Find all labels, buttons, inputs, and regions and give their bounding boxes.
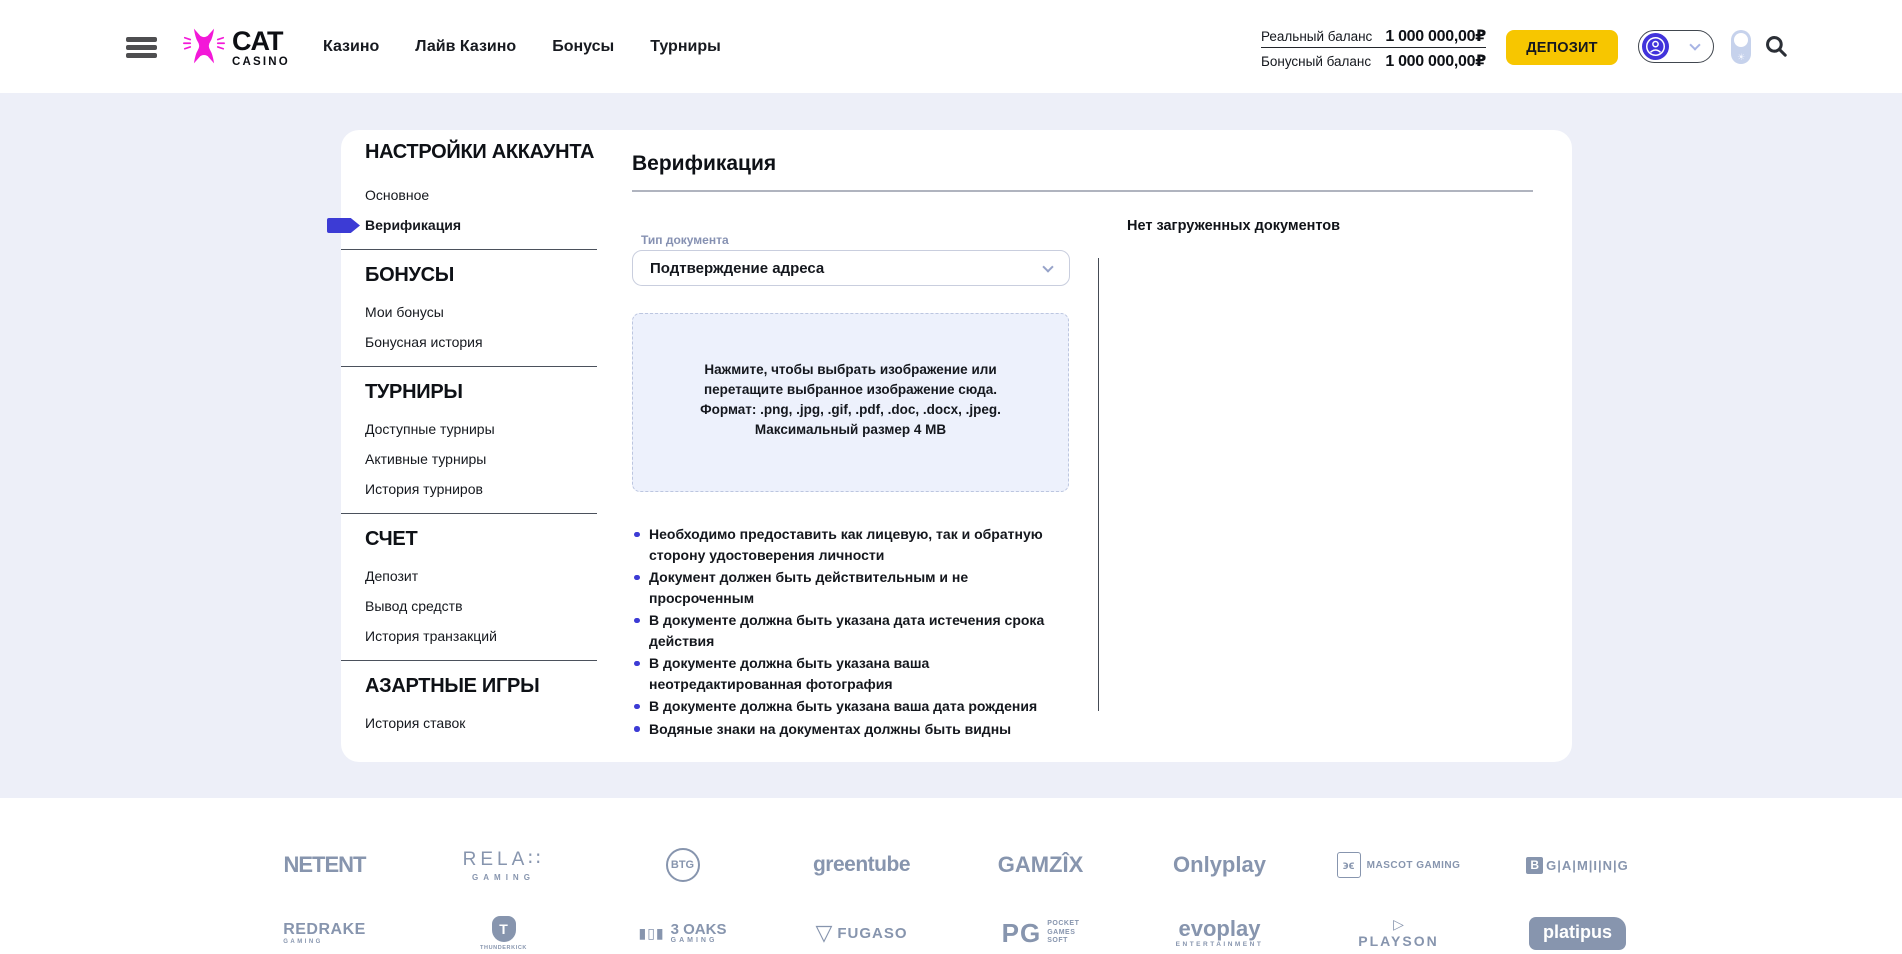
sidebar-section-account-settings: НАСТРОЙКИ АККАУНТА <box>365 141 595 163</box>
chevron-down-icon <box>1689 39 1700 50</box>
sidebar-item-withdrawal[interactable]: Вывод средств <box>365 598 463 614</box>
search-button[interactable] <box>1763 33 1789 64</box>
requirement-item: В документе должна быть указана ваша дата рождения <box>632 696 1074 717</box>
sidebar-divider <box>341 513 597 514</box>
sidebar-item-transaction-history[interactable]: История транзакций <box>365 628 497 644</box>
balance-panel <box>1261 26 1486 69</box>
provider-logo-bgaming: B G|A|M|I|N|G <box>1526 857 1629 874</box>
sidebar-item-bet-history[interactable]: История ставок <box>365 715 466 731</box>
theme-toggle[interactable] <box>1731 30 1751 64</box>
bonus-balance-row <box>1261 51 1486 69</box>
account-settings-card <box>341 130 1572 762</box>
sidebar-section-tournaments: ТУРНИРЫ <box>365 381 463 403</box>
requirement-item: Документ должен быть действительным и не просроченным <box>632 567 1074 608</box>
provider-logo-greentube: greentube <box>812 853 910 876</box>
provider-logo-mascot-gaming: ϶ϵ MASCOT GAMING <box>1337 852 1461 878</box>
dropzone-hint: Нажмите, чтобы выбрать изображение или перетащите выбранное изображение сюда. <box>704 362 997 397</box>
sidebar-item-deposit[interactable]: Депозит <box>365 568 419 584</box>
real-balance-row <box>1261 26 1486 44</box>
providers-footer <box>0 798 1902 954</box>
nav-casino[interactable]: Казино <box>323 37 380 55</box>
sidebar-item-active-tournaments[interactable]: Активные турниры <box>365 451 487 467</box>
chevron-down-icon <box>1042 261 1053 272</box>
provider-logo-playson: ▷ PLAYSON <box>1358 915 1439 949</box>
real-balance-value: 1 000 000,00₽ <box>1385 28 1486 45</box>
doc-type-selected-value: Подтверждение адреса <box>650 259 825 277</box>
dropzone-formats: Формат: .png, .jpg, .gif, .pdf, .doc, .docx, .jpeg. <box>700 402 1001 417</box>
brand-logo[interactable] <box>182 24 290 73</box>
sidebar-divider <box>341 249 597 250</box>
dropzone-max-size: Максимальный размер 4 МВ <box>754 422 947 437</box>
content-vertical-divider <box>1098 258 1099 711</box>
provider-logo-big-time-gaming: BTG <box>666 848 700 882</box>
profile-menu-button[interactable] <box>1638 30 1714 63</box>
playson-icon: ▷ <box>1393 915 1404 932</box>
balance-divider <box>1261 47 1486 49</box>
main-nav <box>323 0 721 93</box>
requirement-item: Водяные знаки на документах должны быть видны <box>632 719 1074 740</box>
sun-icon: ☀ <box>1736 52 1746 62</box>
nav-live-casino[interactable]: Лайв Казино <box>415 37 517 55</box>
real-balance-label: Реальный баланс <box>1261 29 1373 44</box>
title-divider <box>632 190 1533 192</box>
provider-logo-fugaso: ▽ FUGASO <box>815 920 908 945</box>
provider-logo-platipus: platipus <box>1529 917 1626 950</box>
fugaso-icon: ▽ <box>815 920 833 945</box>
providers-grid <box>235 798 1667 954</box>
menu-hamburger-button[interactable] <box>126 37 157 61</box>
header <box>0 0 1902 93</box>
requirement-item: Необходимо предоставить как лицевую, так и обратную сторону удостоверения личности <box>632 524 1074 565</box>
provider-logo-gamzix: GAMZÎX <box>997 852 1084 877</box>
sidebar-divider <box>341 366 597 367</box>
sidebar-section-bonuses: БОНУСЫ <box>365 264 455 286</box>
requirements-list <box>632 524 1074 741</box>
sidebar-item-available-tournaments[interactable]: Доступные турниры <box>365 421 495 437</box>
settings-sidebar <box>365 141 597 743</box>
doc-type-select[interactable] <box>632 250 1070 286</box>
requirement-item: В документе должна быть указана дата истечения срока действия <box>632 610 1074 651</box>
sidebar-section-account: СЧЕТ <box>365 528 418 550</box>
deposit-button[interactable]: ДЕПОЗИТ <box>1506 30 1618 65</box>
provider-logo-3-oaks-gaming: ▮▯▮ 3 OAKS GAMING <box>638 920 727 944</box>
provider-logo-onlyplay: Onlyplay <box>1173 852 1266 877</box>
sidebar-item-main[interactable]: Основное <box>365 187 430 203</box>
brand-sub: CASINO <box>232 56 290 69</box>
page-title: Верификация <box>632 152 777 175</box>
toggle-knob <box>1734 33 1748 47</box>
file-dropzone[interactable] <box>632 313 1069 492</box>
nav-bonuses[interactable]: Бонусы <box>552 37 615 55</box>
provider-logo-netent: NETENT <box>283 852 366 877</box>
sidebar-item-verification[interactable]: Верификация <box>365 215 597 236</box>
cat-logo-icon <box>182 24 226 73</box>
thunderkick-icon: T <box>492 916 516 942</box>
sidebar-section-gambling: АЗАРТНЫЕ ИГРЫ <box>365 675 540 697</box>
doc-type-label: Тип документа <box>641 233 729 247</box>
search-icon <box>1763 33 1789 59</box>
nav-tournaments[interactable]: Турниры <box>650 37 721 55</box>
documents-empty-state: Нет загруженных документов <box>1127 218 1341 234</box>
provider-logo-thunderkick: T THUNDERKICK <box>480 916 527 951</box>
sidebar-item-my-bonuses[interactable]: Мои бонусы <box>365 304 444 320</box>
mascot-gaming-icon: ϶ϵ <box>1337 852 1361 878</box>
requirement-item: В документе должна быть указана ваша неотредактированная фотография <box>632 653 1074 694</box>
sidebar-item-bonus-history[interactable]: Бонусная история <box>365 334 483 350</box>
provider-logo-evoplay: evoplay ENTERTAINMENT <box>1175 915 1264 948</box>
provider-logo-red-rake: REDRAKE GAMING <box>283 921 366 945</box>
avatar <box>1642 33 1669 60</box>
provider-logo-relax-gaming: RELA∷ GAMING <box>462 849 545 882</box>
sidebar-divider <box>341 660 597 661</box>
brand-name: CAT <box>232 26 283 57</box>
bonus-balance-value: 1 000 000,00₽ <box>1385 52 1486 70</box>
bonus-balance-label: Бонусный баланс <box>1261 53 1372 69</box>
3-oaks-icon: ▮▯▮ <box>638 924 665 941</box>
provider-logo-pocket-games-soft: PG POCKET GAMES SOFT <box>1001 917 1080 948</box>
active-item-marker <box>327 218 360 233</box>
sidebar-item-tournament-history[interactable]: История турниров <box>365 481 483 497</box>
